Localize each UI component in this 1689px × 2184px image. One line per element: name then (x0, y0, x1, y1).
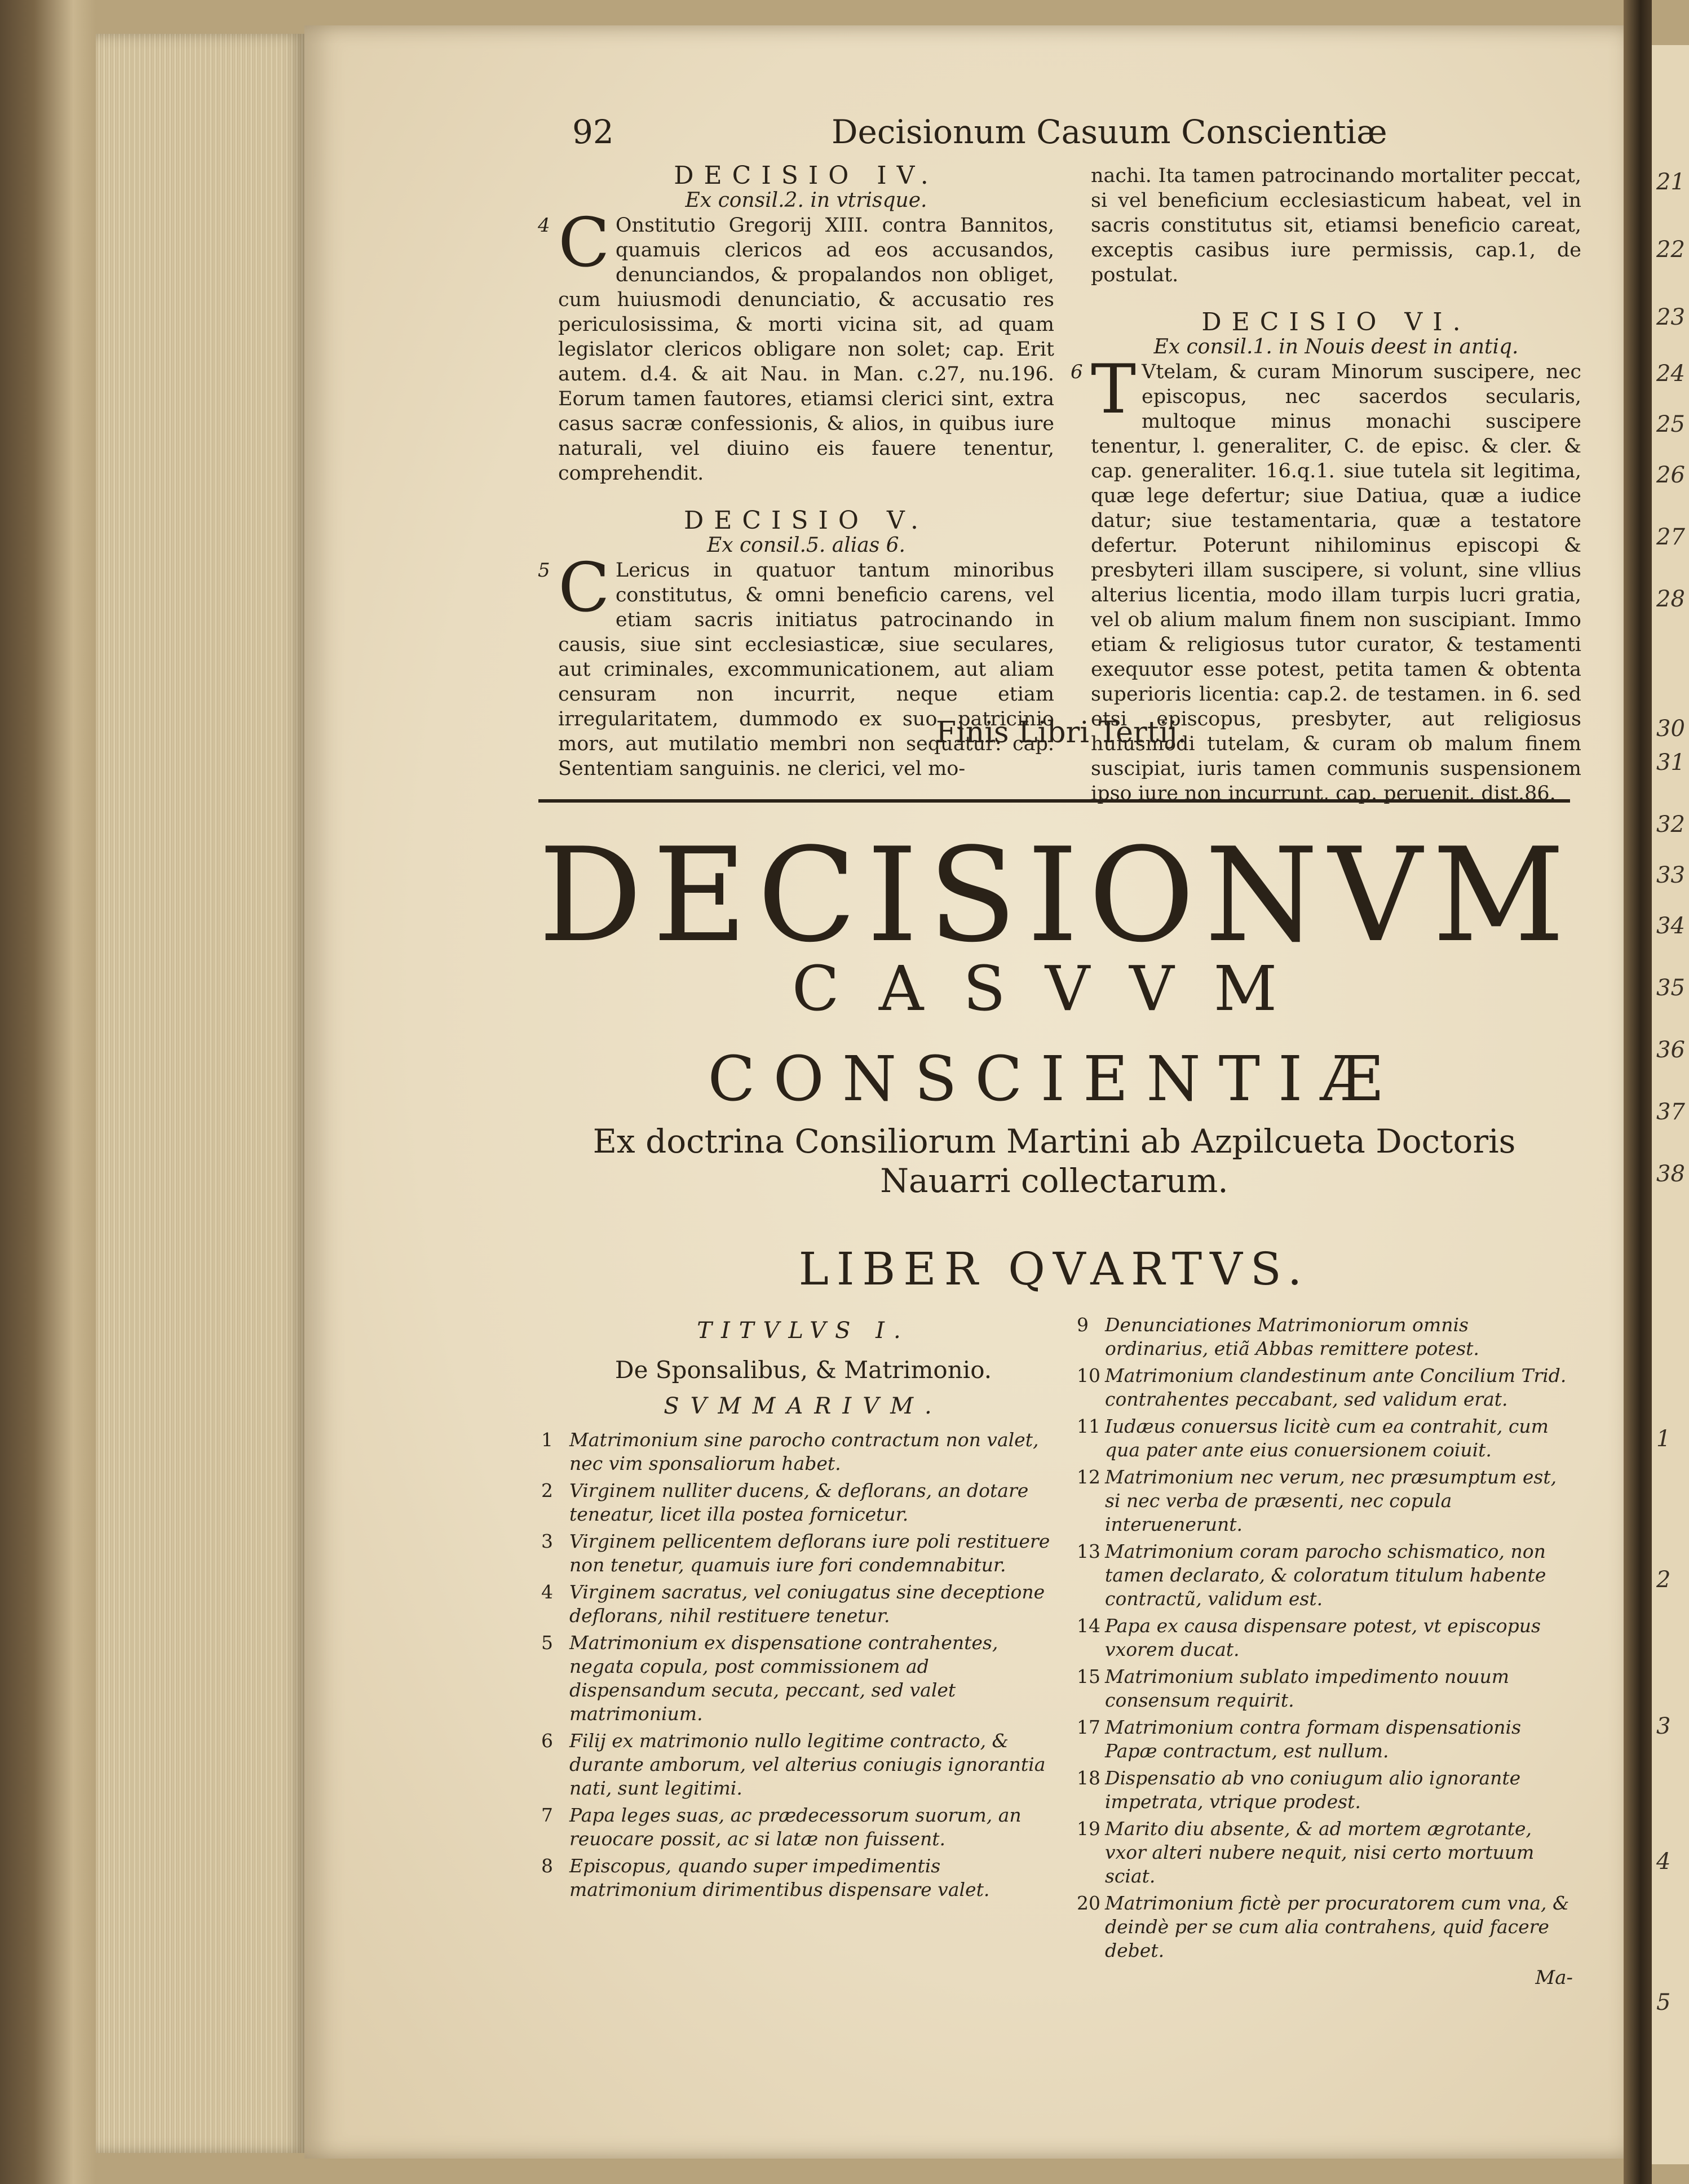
summary-item (541, 1631, 1065, 1726)
summary-item-text: Matrimonium sine parocho contractum non valet, nec vim sponsaliorum habet. (569, 1429, 1039, 1474)
summary-item-text: Virginem sacratus, vel coniugatus sine deceptione deflorans, nihil restituere tenetur. (569, 1581, 1045, 1627)
summary-item-number: 15 (1077, 1665, 1100, 1687)
decisio-4-text: Onstitutio Gregorij XIII. contra Bannitos, quamuis clericos ad eos accusandos, denunciandos, & propalandos non obliget, cum huiusmodi denunciatio, & accusatio res periculosissima, & morti vicina sit, ad quam legislator clericos obligare non solet; cap. Erit autem. d.4. & ait Nau. in Man. c.27, nu.196. Eorum tamen fautores, etiamsi clerici sint, extra casus sacræ confessionis, & alios, in quibus iure naturali, vel diuino eis fauere tenentur, comprehendit. (558, 214, 1054, 485)
summary-item-number: 9 (1077, 1314, 1089, 1336)
summary-item-number: 8 (541, 1855, 553, 1877)
summary-item (541, 1580, 1065, 1628)
book-title-line-3: CONSCIENTIÆ (708, 1043, 1401, 1115)
summary-item (541, 1428, 1065, 1476)
decisio-6-text: Vtelam, & curam Minorum suscipere, nec episcopus, nec sacerdos secularis, multoque minus monachi suscipere tenentur, l. generaliter, C. de episc. & cler. & cap. generaliter. 16.q.1. siue tutela sit legitima, quæ lege defertur; siue Datiua, quæ a iudice datur; siue testamentaria, quæ a testatore defertur. Poterunt nihilominus episcopi & presbyteri illam suscipere, si volunt, sine vllius alterius licentia, modo illam turpis lucri gratia, vel ob alium malum finem non suscipiant. Immo etiam & religiosus tutor curator, & testamenti exequutor esse potest, petita tamen & obtenta superioris licentia: cap.2. de testamen. in 6. sed etsi episcopus, presbyter, aut religiosus huiusmodi tutelam, & curam ob malum finem suscipiat, iuris tamen communis suspensionem ipso iure non incurrunt, cap. peruenit, dist.86. (1091, 361, 1581, 805)
decisio-4-title: DECISIO IV. (674, 161, 939, 190)
summary-item-number: 11 (1077, 1415, 1100, 1437)
running-title: Decisionum Casuum Conscientiæ (832, 113, 1387, 151)
neighbor-page-number: 22 (1656, 237, 1685, 263)
summary-item-text: Matrimonium coram parocho schismatico, non tamen declarato, & coloratum titulum habente contractũ, validum est. (1105, 1540, 1546, 1610)
drop-capital: C (558, 204, 610, 282)
page-number: 92 (572, 113, 614, 151)
summary-item-number: 10 (1077, 1365, 1100, 1386)
summary-item-text: Episcopus, quando super impedimentis matrimonium dirimentibus dispensare valet. (569, 1855, 990, 1901)
summary-item-number: 14 (1077, 1615, 1100, 1637)
summary-item (541, 1729, 1065, 1800)
summary-item-number: 19 (1077, 1818, 1100, 1840)
summary-item (541, 1479, 1065, 1526)
summary-item-number: 5 (541, 1632, 553, 1654)
summary-item-text: Matrimonium nec verum, nec præsumptum est, si nec verba de præsenti, nec copula interuenerunt. (1105, 1466, 1557, 1535)
neighbor-page-number: 24 (1656, 361, 1685, 387)
neighbor-page-number: 31 (1656, 750, 1685, 776)
summary-item (1077, 1415, 1573, 1462)
neighbor-page-number: 1 (1656, 1426, 1671, 1452)
summary-item-number: 7 (541, 1804, 553, 1826)
left-column (538, 161, 1054, 781)
summary-item-number: 4 (541, 1581, 553, 1603)
summary-item (1077, 1614, 1573, 1662)
summary-item-text: Virginem nulliter ducens, & deflorans, an dotare teneatur, licet illa postea fornicetur. (569, 1479, 1029, 1525)
liber-heading: LIBER QVARTVS. (798, 1243, 1310, 1295)
neighbor-page-number: 37 (1656, 1099, 1685, 1125)
summary-item-text: Matrimonium clandestinum ante Concilium Trid. contrahentes peccabant, sed validum erat. (1105, 1365, 1567, 1410)
summary-item-text: Dispensatio ab vno coniugum alio ignorante impetrata, vtrique prodest. (1105, 1767, 1521, 1813)
summary-item-text: Marito diu absente, & ad mortem ægrotante, vxor alteri nubere nequit, nisi certo mortuum sciat. (1105, 1818, 1535, 1887)
section-rule (538, 799, 1570, 803)
summary-item-text: Matrimonium sublato impedimento nouum consensum requirit. (1105, 1665, 1510, 1711)
summary-item-number: 20 (1077, 1892, 1100, 1914)
neighbor-page-number: 30 (1656, 716, 1685, 742)
finis-libri: Finis Libri Tertij. (936, 716, 1187, 750)
summary-item-text: Papa ex causa dispensare potest, vt episcopus vxorem ducat. (1105, 1615, 1541, 1660)
summary-item-text: Filij ex matrimonio nullo legitime contracto, & durante amborum, vel alterius coniugis ignorantia nati, sunt legitimi. (569, 1730, 1046, 1799)
summary-item-text: Matrimonium fictè per procuratorem cum vna, & deindè per se cum alia contrahens, quid facere debet. (1105, 1892, 1569, 1961)
neighbor-page-number: 2 (1656, 1567, 1671, 1593)
decisio-6-title: DECISIO VI. (1201, 308, 1471, 336)
summary-item (1077, 1665, 1573, 1712)
decisio-4-body (538, 204, 1054, 486)
summary-item (1077, 1313, 1573, 1361)
paragraph-number: 6 (1071, 361, 1083, 383)
summary-item (1077, 1716, 1573, 1763)
neighbor-page-number: 28 (1656, 586, 1685, 612)
summary-item (1077, 1766, 1573, 1814)
paragraph-number: 5 (538, 559, 550, 582)
drop-capital: C (558, 549, 610, 627)
neighbor-page-number: 38 (1656, 1161, 1685, 1187)
summary-item (1077, 1891, 1573, 1963)
summary-item-number: 18 (1077, 1767, 1100, 1789)
catchword: Ma- (1535, 1966, 1573, 1989)
summary-item (1077, 1465, 1573, 1536)
titulus-subject: De Sponsalibus, & Matrimonio. (614, 1356, 992, 1384)
book-title-line-2: CASVVM (792, 953, 1317, 1025)
summary-item-text: Papa leges suas, ac prædecessorum suorum, an reuocare possit, ac si latæ non fuissent. (569, 1804, 1022, 1850)
summary-item-number: 2 (541, 1479, 553, 1501)
neighbor-page-number: 3 (1656, 1713, 1671, 1739)
neighbor-page-number: 35 (1656, 975, 1685, 1001)
decisio-5-reference: Ex consil.5. alias 6. (706, 534, 905, 557)
summary-item-text: Matrimonium contra formam dispensationis Papæ contractum, est nullum. (1105, 1716, 1522, 1762)
summary-right-column (1077, 1313, 1573, 1990)
neighbor-page-number: 4 (1656, 1849, 1671, 1875)
paragraph-number: 4 (538, 214, 550, 237)
summary-item-text: Virginem pellicentem deflorans iure poli restituere non tenetur, quamuis iure fori condemnabitur. (569, 1530, 1050, 1576)
neighbor-page-number: 33 (1656, 862, 1685, 888)
summary-item-text: Iudæus conuersus licitè cum ea contrahit, cum qua pater ante eius conuersionem coiuit. (1105, 1415, 1549, 1461)
neighbor-page-number: 21 (1656, 169, 1685, 195)
neighbor-page-number: 27 (1656, 524, 1685, 550)
decisio-6-reference: Ex consil.1. in Nouis deest in antiq. (1153, 335, 1519, 358)
summary-item (1077, 1540, 1573, 1611)
summary-item-text: Matrimonium ex dispensatione contrahentes, negata copula, post commissionem ad dispensandum secuta, peccant, sed valet matrimonium. (569, 1632, 998, 1725)
summary-item-number: 6 (541, 1730, 553, 1752)
summary-item-number: 13 (1077, 1540, 1100, 1562)
summarium-heading: SVMMARIVM. (664, 1393, 943, 1419)
summary-item (1077, 1364, 1573, 1411)
summary-item-number: 12 (1077, 1466, 1100, 1488)
neighbor-page-number: 26 (1656, 462, 1685, 488)
right-column (1071, 163, 1581, 806)
summary-left-column (541, 1319, 1065, 1905)
decisio-5-title: DECISIO V. (683, 506, 929, 535)
summary-item-number: 3 (541, 1530, 553, 1552)
neighbor-page-number: 25 (1656, 411, 1685, 437)
neighbor-page-number: 36 (1656, 1037, 1685, 1063)
neighbor-page-number: 23 (1656, 304, 1685, 330)
neighbor-page-number: 34 (1656, 913, 1685, 939)
summary-item (541, 1530, 1065, 1577)
summary-item (541, 1804, 1065, 1851)
decisio-4-reference: Ex consil.2. in vtrisque. (685, 189, 927, 212)
summary-left-list (541, 1428, 1065, 1902)
titulus-label: TITVLVS I. (697, 1318, 910, 1344)
summary-item (1077, 1817, 1573, 1888)
summary-item-text: Denunciationes Matrimoniorum omnis ordinarius, etiã Abbas remittere potest. (1105, 1314, 1479, 1359)
summary-item-number: 1 (541, 1429, 553, 1451)
neighbor-page-number: 32 (1656, 812, 1685, 838)
summary-right-list (1077, 1313, 1573, 1963)
book-subtitle: Ex doctrina Consiliorum Martini ab Azpilcueta Doctoris Nauarri collectarum. (593, 1122, 1516, 1200)
summary-item-number: 17 (1077, 1716, 1100, 1738)
drop-capital: T (1091, 351, 1137, 429)
book-fore-edge (96, 34, 308, 2153)
continued-text: nachi. Ita tamen patrocinando mortaliter peccat, si vel beneficium ecclesiasticum habeat, vel in sacris constitutus sit, etiamsi beneficio careat, exceptis casibus iure permissis, cap.1, de postulat. (1091, 165, 1581, 286)
summary-item (541, 1854, 1065, 1902)
book-title-line-1: DECISIONVM (538, 821, 1575, 971)
neighbor-page-margin (1652, 45, 1689, 2164)
neighbor-page-number: 5 (1656, 1990, 1671, 2015)
book-gutter (1624, 0, 1652, 2184)
decisio-5-text: Lericus in quatuor tantum minoribus constitutus, & omni beneficio carens, vel etiam sacris initiatus patrocinando in causis, siue sint ecclesiasticæ, siue seculares, aut criminales, excommunicationem, aut aliam censuram non incurrit, neque etiam irregularitatem, dummodo ex suo patricinio mors, aut mutilatio membri non sequatur: cap. Sententiam sanguinis. ne clerici, vel mo- (558, 559, 1054, 780)
